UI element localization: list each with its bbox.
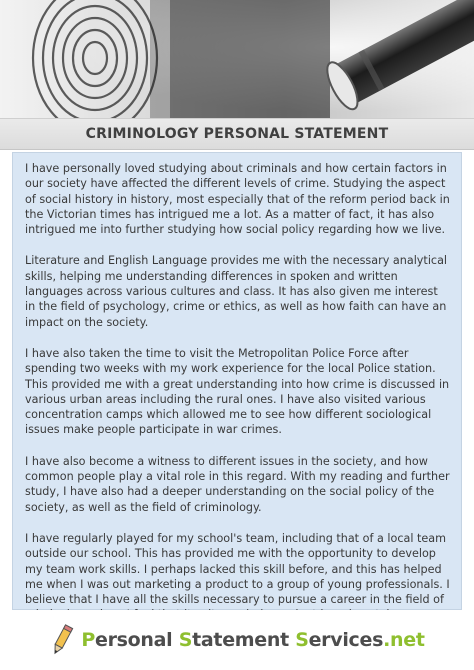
hero-image xyxy=(0,0,474,118)
pencil-icon xyxy=(49,623,75,657)
brand-letter: P xyxy=(81,629,96,651)
brand-word: ersonal xyxy=(95,629,179,651)
paragraph: I have also become a witness to different issues in the society, and how common people play a vital role in this regard. With my reading and further study, I have also had a deeper understanding on the social policy of the society, as well as the field of criminology. xyxy=(25,454,450,514)
title-bar xyxy=(0,118,474,150)
brand-letter: S xyxy=(295,629,309,651)
footer xyxy=(0,610,474,670)
paragraph: Literature and English Language provides me with the necessary analytical skills, helping me understanding differences in spoken and written languages across various cultures and class. It has also given me interest in the field of psychology, crime or ethics, as well as how faith can have an impact on the society. xyxy=(25,254,448,329)
flashlight-icon xyxy=(0,0,474,118)
brand-word: ervices xyxy=(308,629,384,651)
brand-word: tatement xyxy=(192,629,296,651)
document-title: CRIMINOLOGY PERSONAL STATEMENT xyxy=(85,126,389,142)
statement-body xyxy=(12,152,462,610)
paragraph: I have regularly played for my school's team, including that of a local team outside our school. This has provided me with the opportunity to develop my team work skills. I perhaps lacked this skill before, and this has helped me when I was out marketing a product to a group of young professionals. I believe that I have all the skills necessary to pursue a career in the field of xyxy=(25,531,450,607)
brand-letter: S xyxy=(178,629,193,651)
paragraph: I have personally loved studying about criminals and how certain factors in our society have affected the different levels of crime. Studying the aspect of social history in history, most especially that of the reform period back in the Victorian times has intrigued me a lot. As a matter of fact, it has also intrigued me into further studying how social policy regarding how we live. xyxy=(25,162,450,237)
brand-name xyxy=(81,629,424,651)
brand-domain: .net xyxy=(383,629,425,651)
paragraph: I have also taken the time to visit the Metropolitan Police Force after spending two weeks with my work experience for the local Police station. This provided me with a great understanding into how crime is discussed in various urban areas including the rural ones. I have also visited various concentration camps which allowed me to see how different sociological issues make people participate in war crimes. xyxy=(25,346,450,437)
brand-logo xyxy=(49,623,424,657)
